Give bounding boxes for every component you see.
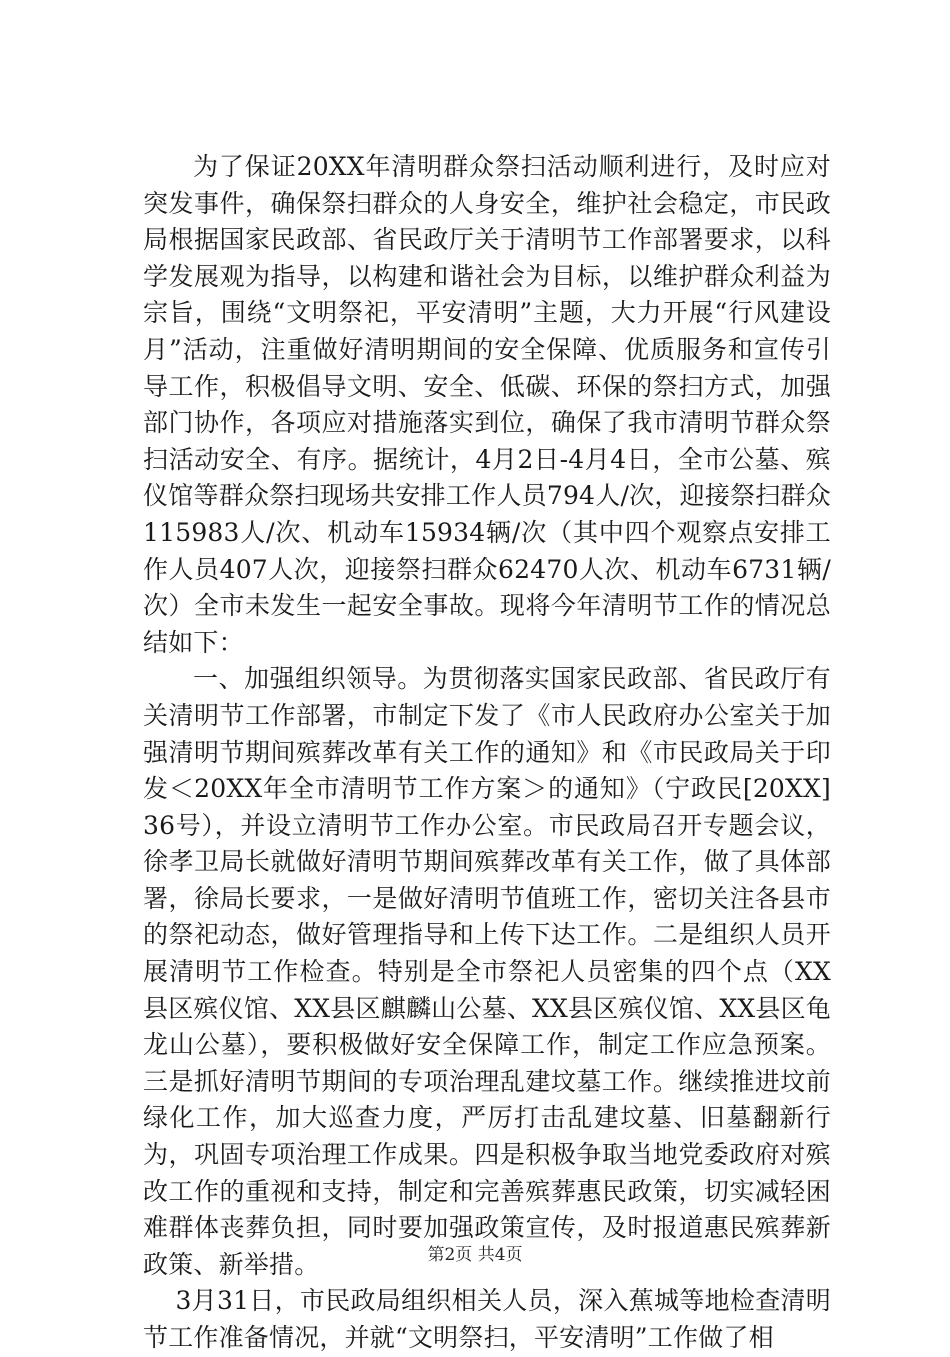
paragraph-intro: 为了保证20XX年清明群众祭扫活动顺利进行，及时应对突发事件，确保祭扫群众的人身安全，维护社会稳定，市民政局根据国家民政部、省民政厅关于清明节工作部署要求，以科学发展观为指导，以构建和谐社会为目标，以维护群众利益为宗旨，围绕“文明祭祀，平安清明”主题，大力开展“行风建设月”活动，注重做好清明期间的安全保障、优质服务和宣传引导工作，积极倡导文明、安全、低碳、环保的祭扫方式，加强部门协作，各项应对措施落实到位，确保了我市清明节群众祭扫活动安全、有序。据统计，4月2日-4月4日，全市公墓、殡仪馆等群众祭扫现场共安排工作人员794人/次，迎接祭扫群众115983人/次、机动车15934辆/次（其中四个观察点安排工作人员407人次，迎接祭扫群众62470人次、机动车6731辆/次）全市未发生一起安全事故。现将今年清明节工作的情况总结如下： (143, 152, 831, 657)
paragraph-march-31: 3月31日，市民政局组织相关人员，深入蕉城等地检查清明节工作准备情况，并就“文明祭扫，平安清明”工作做了相 (143, 1286, 831, 1352)
document-body (143, 149, 831, 1357)
paragraph-section-one: 一、加强组织领导。为贯彻落实国家民政部、省民政厅有关清明节工作部署，市制定下发了《市人民政府办公室关于加强清明节期间殡葬改革有关工作的通知》和《市民政局关于印发＜20XX年全市清明节工作方案＞的通知》（宁政民[20XX]36号），并设立清明节工作办公室。市民政局召开专题会议，徐孝卫局长就做好清明节期间殡葬改革有关工作，做了具体部署，徐局长要求，一是做好清明节值班工作，密切关注各县市的祭祀动态，做好管理指导和上传下达工作。二是组织人员开展清明节工作检查。特别是全市祭祀人员密集的四个点（XX县区殡仪馆、XX县区麒麟山公墓、XX县区殡仪馆、XX县区龟龙山公墓），要积极做好安全保障工作，制定工作应急预案。三是抓好清明节期间的专项治理乱建坟墓工作。继续推进坟前绿化工作，加大巡查力度，严厉打击乱建坟墓、旧墓翻新行为，巩固专项治理工作成果。四是积极争取当地党委政府对殡改工作的重视和支持，制定和完善殡葬惠民政策，切实减轻困难群体丧葬负担，同时要加强政策宣传，及时报道惠民殡葬新政策、新举措。 (143, 664, 831, 1279)
page-footer: 第2页 共4页 (427, 1245, 523, 1265)
